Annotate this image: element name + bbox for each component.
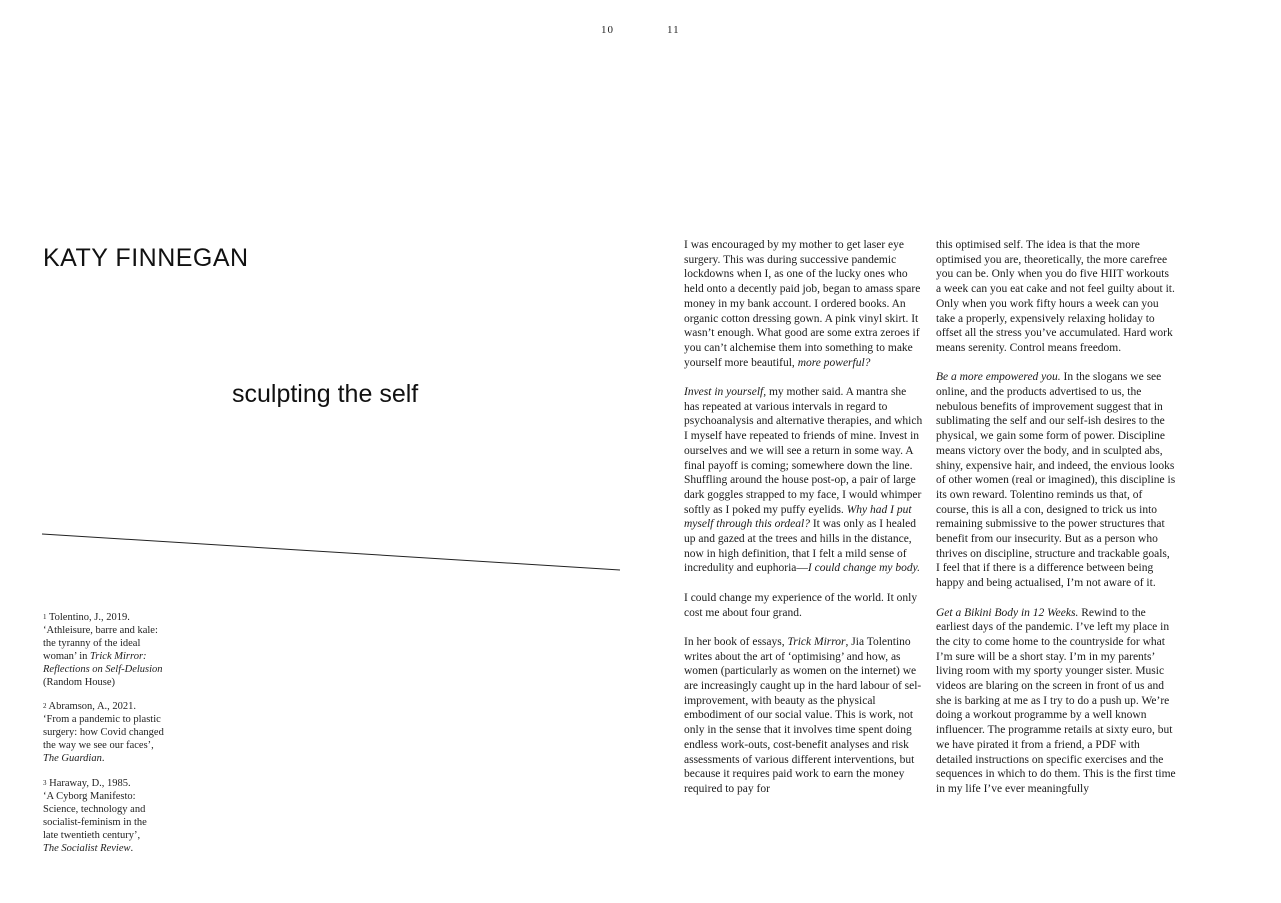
footnote-source: The Guardian bbox=[43, 753, 102, 765]
body-paragraph bbox=[936, 370, 1176, 591]
italic-text: more powerful? bbox=[797, 356, 871, 369]
italic-text: Get a Bikini Body in 12 Weeks. bbox=[936, 606, 1079, 619]
footnote-line: the way we see our faces’, bbox=[43, 740, 154, 752]
footnote-2 bbox=[43, 701, 193, 766]
footnote-line: Tolentino, J., 2019. bbox=[48, 612, 130, 623]
italic-text: Invest in yourself, bbox=[684, 386, 767, 399]
body-paragraph bbox=[936, 238, 1176, 356]
text-run: Rewind to the earliest days of the pandemic. I’ve left my place in the city to come home to the countryside for what I’m sure will be a short stay. I’m in my parents’ living room with my sporty younger sister. Music videos are blaring on the screen in front of us and she is barking at me as I try to do a push up. We’re doing a workout programme by a well known influencer. The programme retails at sixty euro, but we have pirated it from a friend, a PDF with detailed instructions on specific exercises and the sequences in which to do them. This is the first time in my life I’ve ever meaningfully bbox=[936, 606, 1176, 795]
footnote-number: 3 bbox=[43, 778, 47, 787]
italic-text: I could change my body. bbox=[807, 562, 920, 575]
footnote-line: the tyranny of the ideal bbox=[43, 637, 141, 649]
footnote-3 bbox=[43, 778, 193, 855]
footnote-line: Science, technology and bbox=[43, 803, 146, 815]
footnote-tail: . bbox=[130, 842, 134, 854]
footnote-source: Trick Mirror: Reflections on Self-Delusion bbox=[43, 650, 163, 675]
body-column-right bbox=[936, 238, 1176, 811]
text-run: this optimised self. The idea is that the more optimised you are, theoretically, the more carefree you can be. Only when you do five HIIT workouts a week can you eat cake and not feel guilty about it. Only when you work fifty hours a week can you take a properly, expensively relaxing holiday to offset all the stress you’ve accumulated. Hard work means serenity. Control means freedom. bbox=[936, 239, 1175, 354]
footnote-tail: . bbox=[101, 753, 105, 765]
footnote-1 bbox=[43, 612, 193, 689]
body-paragraph bbox=[936, 606, 1176, 797]
body-column-left bbox=[684, 238, 924, 811]
text-run: my mother said. A mantra she has repeated at various intervals in regard to psychoanalysis and alternative therapies, and which I myself have repeated to friends of mine. Invest in ourselves and we will see a return in some way. A final payoff is coming; somewhere down the line. Shuffling around the house post-op, a pair of large dark goggles strapped to my face, I would whimper softly as I poked my puffy eyelids. bbox=[684, 386, 923, 516]
page-number-left: 10 bbox=[601, 24, 614, 36]
author-name: KATY FINNEGAN bbox=[43, 244, 249, 272]
page-number-right: 11 bbox=[667, 24, 680, 36]
body-paragraph bbox=[684, 635, 924, 797]
body-paragraph bbox=[684, 385, 924, 576]
italic-text: Trick Mirror bbox=[787, 635, 846, 648]
footnote-line: ‘From a pandemic to plastic bbox=[43, 714, 161, 726]
footnote-number: 1 bbox=[43, 613, 47, 621]
footnote-line: woman’ in bbox=[43, 650, 91, 662]
footnote-line: late twentieth century’, bbox=[43, 829, 141, 841]
body-paragraph bbox=[684, 238, 924, 370]
footnote-tail: (Random House) bbox=[43, 676, 116, 688]
footnote-source: The Socialist Review bbox=[43, 842, 131, 854]
footnote-line: Haraway, D., 1985. bbox=[49, 777, 131, 789]
text-run: In the slogans we see online, and the products advertised to us, the nebulous benefits of improvement suggest that in sublimating the self and our self-ish desires to the physical, we gain some form of power. Discipline means victory over the body, and in sculpted abs, shiny, expensive hair, and indeed, the envious looks of other women (real or imagined), this discipline is its own reward. Tolentino reminds us that, of course, this is all a con, designed to trick us into remaining submissive to the power structures that benefit from our insecurity. But as a person who thrives on discipline, structure and trackable goals, I feel that if there is a difference between being happy and being actualised, I’m not aware of it. bbox=[936, 371, 1176, 590]
article-title: sculpting the self bbox=[232, 380, 419, 408]
footnotes bbox=[43, 612, 193, 867]
text-run: I could change my experience of the world. It only cost me about four grand. bbox=[684, 591, 918, 619]
text-run: I was encouraged by my mother to get laser eye surgery. This was during successive pandemic lockdowns when I, as one of the lucky ones who held onto a decently paid job, began to amass spare money in my bank account. I ordered books. An organic cotton dressing gown. A pink vinyl skirt. It wasn’t enough. What good are some extra zeroes if you can’t alchemise them into something to make yourself more beautiful, bbox=[684, 239, 921, 369]
footnote-line: ‘Athleisure, barre and kale: bbox=[43, 624, 158, 636]
text-run: In her book of essays, bbox=[684, 635, 788, 648]
footnote-line: socialist-feminism in the bbox=[43, 816, 147, 828]
footnote-line: ‘A Cyborg Manifesto: bbox=[43, 790, 136, 802]
italic-text: Be a more empowered you. bbox=[936, 371, 1061, 384]
text-run: It was only as I healed up and gazed at the trees and hills in the distance, now in high definition, that I felt a mild sense of incredulity and euphoria— bbox=[684, 518, 916, 575]
body-paragraph bbox=[684, 591, 924, 620]
footnote-line: Abramson, A., 2021. bbox=[48, 701, 137, 713]
text-run: , Jia Tolentino writes about the art of ‘optimising’ and how, as women (particularly as women on the internet) we are increasingly caught up in the hard labour of sel-improvement, with beauty as the physical embodiment of our social value. This is work, not only in the sense that it involves time spent doing endless work-outs, cost-benefit analyses and risk assessments of various different interventions, but because it requires paid work to earn the money required to pay for bbox=[684, 635, 922, 795]
footnote-number: 2 bbox=[43, 702, 47, 711]
footnote-line: surgery: how Covid changed bbox=[43, 727, 164, 739]
italic-text: Why had I put myself through this ordeal? bbox=[684, 503, 912, 531]
